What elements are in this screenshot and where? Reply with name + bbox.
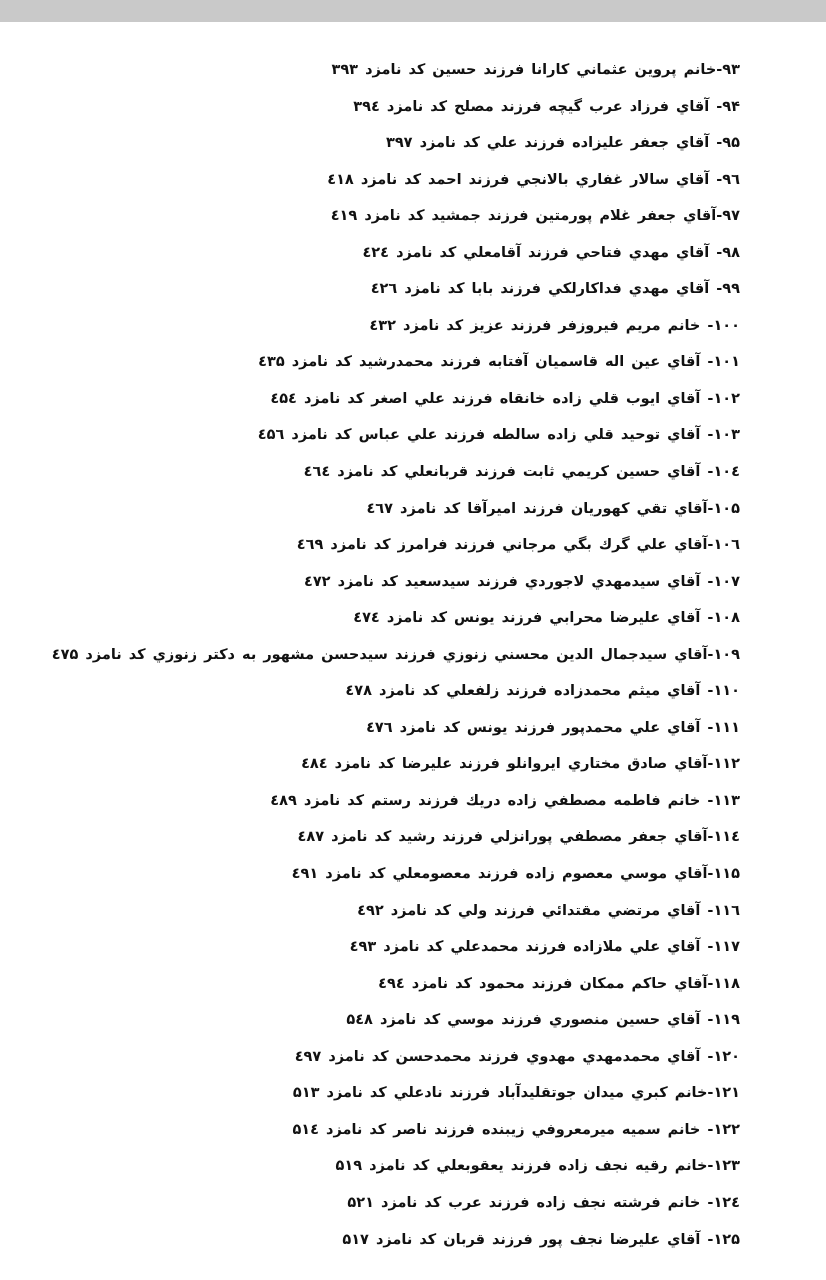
candidate-entry: ۱۱۰- آقاي ميثم محمدزاده فرزند زلفعلي كد نامزد ٤۷۸ (345, 683, 740, 700)
candidate-entry: ۱۰۹-آقاي سيدجمال الدين محسني زنوزي فرزند سيدحسن مشهور به دكتر زنوزي كد نامزد ٤۷۵ (51, 646, 740, 663)
candidate-entry: ۱۱۸-آقاي حاكم ممكان فرزند محمود كد نامزد ٤۹٤ (378, 975, 740, 992)
candidate-entry: ۹۸- آقاي مهدي فتاحي فرزند آقامعلي كد نامزد ٤۲٤ (362, 244, 740, 261)
candidate-entry: ۱۰۵-آقاي تقي كهوريان فرزند اميرآقا كد نامزد ٤٦۷ (366, 500, 740, 517)
candidate-entry: ۱۰۷- آقاي سيدمهدي لاجوردي فرزند سيدسعيد كد نامزد ٤۷۲ (303, 573, 740, 590)
candidate-entry: ۱۱٤-آقاي جعفر مصطفي پورانزلي فرزند رشيد كد نامزد ٤۸۷ (297, 829, 740, 846)
candidate-entry: ۱۰۰- خانم مريم فيروزفر فرزند عزيز كد نامزد ٤۳۲ (369, 317, 740, 334)
candidate-entry: ۹۵- آقاي جعفر عليزاده فرزند علي كد نامزد ۳۹۷ (385, 135, 740, 152)
candidate-entry: ۱۰۲- آقاي ايوب قلي زاده خانقاه فرزند علي اصغر كد نامزد ٤۵٤ (270, 390, 740, 407)
candidate-entry: ۱۱۱- آقاي علي محمدپور فرزند يونس كد نامزد ٤۷٦ (366, 719, 740, 736)
candidate-entry: ۱۰٤- آقاي حسين كريمي ثابت فرزند قربانعلي كد نامزد ٤٦٤ (303, 464, 740, 481)
candidate-entry: ۱۲٤- خانم فرشته نجف زاده فرزند عرب كد نامزد ۵۲۱ (347, 1194, 740, 1211)
candidate-entry: ۱۱٦- آقاي مرتضي مقتدائي فرزند ولي كد نامزد ٤۹۲ (357, 902, 740, 919)
candidate-entry: ۹۹- آقاي مهدي فداكارلكي فرزند بابا كد نامزد ٤۲٦ (370, 281, 740, 298)
candidate-entry: ۱۰٦-آقاي علي گرك بگي مرجاني فرزند فرامرز كد نامزد ٤٦۹ (296, 537, 740, 554)
candidate-entry: ۱۱۲-آقاي صادق مختاري ايروانلو فرزند عليرضا كد نامزد ٤۸٤ (301, 756, 740, 773)
candidate-entry: ۱۲۱-خانم كبري ميدان جوتقليدآباد فرزند نادعلي كد نامزد ۵۱۳ (292, 1085, 740, 1102)
top-bar (0, 0, 826, 22)
candidate-entry: ۹۳-خانم پروين عثماني كارانا فرزند حسين كد نامزد ۳۹۳ (331, 62, 740, 78)
candidate-entry: ۱۱۹- آقاي حسين منصوري فرزند موسي كد نامزد ۵٤۸ (346, 1012, 740, 1029)
candidate-entry: ۱۲۳-خانم رقيه نجف زاده فرزند يعقوبعلي كد نامزد ۵۱۹ (335, 1158, 740, 1175)
candidate-entry: ۱۰۸- آقاي عليرضا محرابي فرزند يونس كد نامزد ٤۷٤ (353, 610, 740, 627)
candidate-entry: ۹٦- آقاي سالار غفاري بالانجي فرزند احمد كد نامزد ٤۱۸ (327, 171, 740, 188)
candidate-list (10, 56, 740, 1262)
candidate-entry: ۱۱۳- خانم فاطمه مصطفي زاده دريك فرزند رستم كد نامزد ٤۸۹ (270, 792, 740, 809)
candidate-entry: ۱۱۷- آقاي علي ملازاده فرزند محمدعلي كد نامزد ٤۹۳ (349, 939, 740, 956)
candidate-entry: ۱۱۵-آقاي موسي معصوم زاده فرزند معصومعلي كد نامزد ٤۹۱ (291, 866, 740, 883)
candidate-entry: ۱۲۵- آقاي عليرضا نجف پور فرزند قربان كد نامزد ۵۱۷ (342, 1231, 740, 1248)
candidate-entry: ۹۴- آقاي فرزاد عرب گيچه فرزند مصلح كد نامزد ۳۹٤ (353, 98, 740, 115)
candidate-entry: ۱۲۲- خانم سميه ميرمعروفي زيبنده فرزند ناصر كد نامزد ۵۱٤ (292, 1121, 740, 1138)
candidate-entry: ۱۰۳- آقاي توحيد قلي زاده سالطه فرزند علي عباس كد نامزد ٤۵٦ (257, 427, 740, 444)
candidate-entry: ۹۷-آقاي جعفر غلام پورمتين فرزند جمشيد كد نامزد ٤۱۹ (330, 208, 740, 225)
candidate-entry: ۱۰۱- آقاي عين اله قاسميان آفتابه فرزند محمدرشيد كد نامزد ٤۳۵ (258, 354, 740, 371)
candidate-entry: ۱۲۰- آقاي محمدمهدي مهدوي فرزند محمدحسن كد نامزد ٤۹۷ (294, 1048, 740, 1065)
